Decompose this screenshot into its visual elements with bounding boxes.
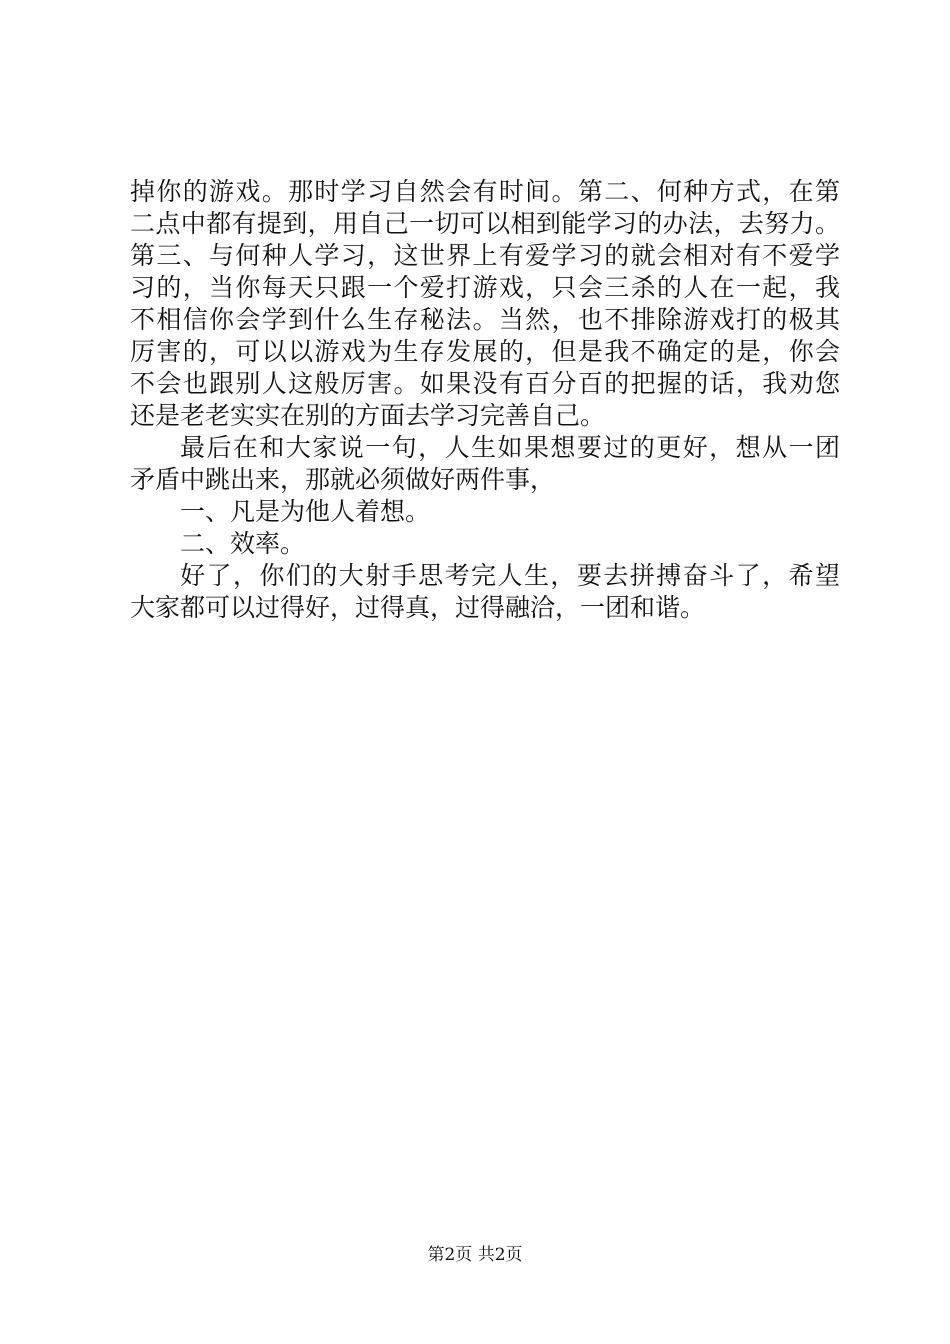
list-item: 一、凡是为他人着想。 xyxy=(180,497,431,526)
text-line: 二点中都有提到，用自己一切可以相到能学习的办法，去努力。 xyxy=(130,209,840,238)
page-number-footer: 第2页 共2页 xyxy=(427,1245,523,1265)
text-line: 掉你的游戏。那时学习自然会有时间。第二、何种方式，在第 xyxy=(130,177,840,206)
text-line: 矛盾中跳出来，那就必须做好两件事， xyxy=(130,465,556,494)
text-line: 大家都可以过得好，过得真，过得融洽，一团和谐。 xyxy=(130,593,706,622)
text-line: 第三、与何种人学习，这世界上有爱学习的就会相对有不爱学 xyxy=(130,241,840,270)
text-line: 厉害的，可以以游戏为生存发展的，但是我不确定的是，你会 xyxy=(130,337,840,366)
text-line: 最后在和大家说一句，人生如果想要过的更好，想从一团 xyxy=(180,433,840,462)
text-line: 习的，当你每天只跟一个爱打游戏，只会三杀的人在一起，我 xyxy=(130,273,840,302)
text-line: 不相信你会学到什么生存秘法。当然，也不排除游戏打的极其 xyxy=(130,305,840,334)
text-line: 好了，你们的大射手思考完人生，要去拼搏奋斗了，希望 xyxy=(180,561,840,590)
text-line: 还是老老实实在别的方面去学习完善自己。 xyxy=(130,401,606,430)
list-item: 二、效率。 xyxy=(180,529,306,558)
document-body xyxy=(130,176,840,624)
text-line: 不会也跟别人这般厉害。如果没有百分百的把握的话，我劝您 xyxy=(130,369,840,398)
